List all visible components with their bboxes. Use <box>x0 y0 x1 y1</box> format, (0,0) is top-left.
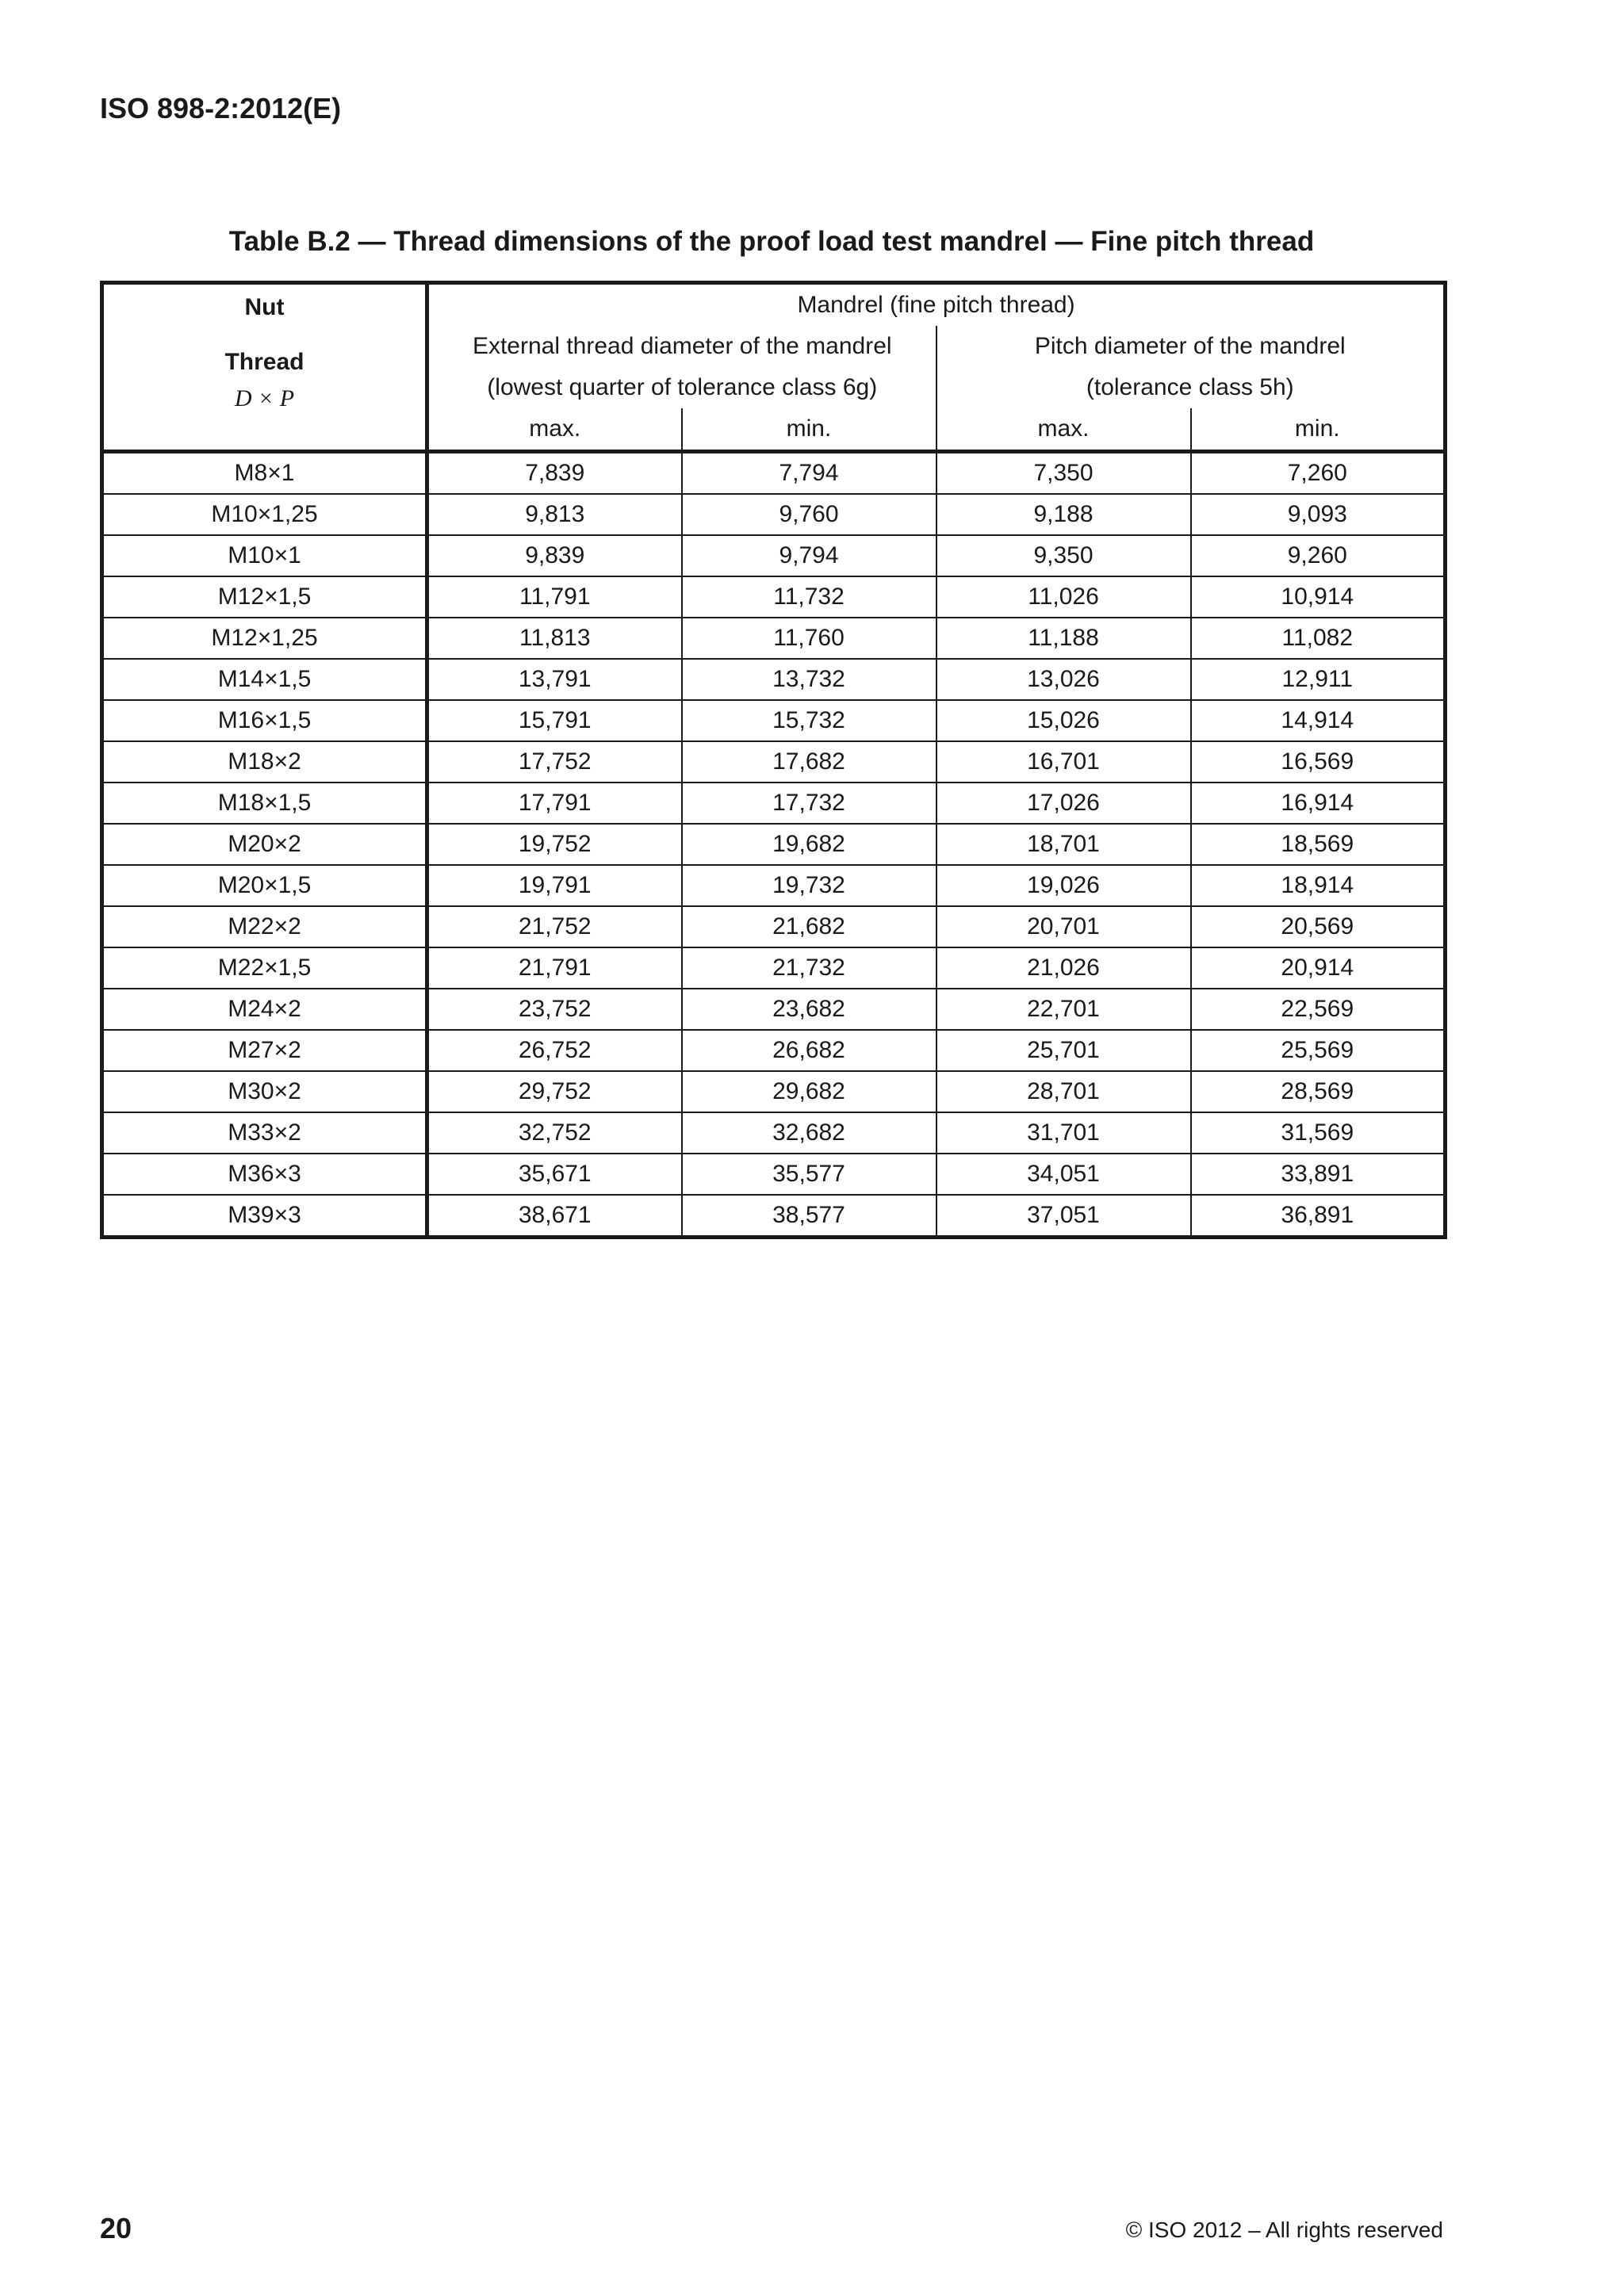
external-min-value: 35,577 <box>682 1154 936 1195</box>
external-max-value: 32,752 <box>427 1112 682 1154</box>
external-min-value: 26,682 <box>682 1030 936 1071</box>
table-row <box>102 865 1446 906</box>
table-row <box>102 659 1446 700</box>
external-min-value: 9,794 <box>682 535 936 576</box>
external-min-value: 19,682 <box>682 824 936 865</box>
external-max-value: 9,813 <box>427 494 682 535</box>
external-thread-header: External thread diameter of the mandrel <box>427 326 936 367</box>
external-min-value: 32,682 <box>682 1112 936 1154</box>
external-min-value: 29,682 <box>682 1071 936 1112</box>
table-row <box>102 494 1446 535</box>
external-max-value: 11,791 <box>427 576 682 618</box>
external-min-value: 9,760 <box>682 494 936 535</box>
nut-header-cell <box>102 283 427 452</box>
external-max-value: 21,791 <box>427 947 682 989</box>
pitch-max-value: 11,026 <box>936 576 1191 618</box>
table-row <box>102 947 1446 989</box>
table-row <box>102 824 1446 865</box>
external-min-value: 23,682 <box>682 989 936 1030</box>
pitch-max-value: 18,701 <box>936 824 1191 865</box>
table-row <box>102 535 1446 576</box>
external-min-value: 19,732 <box>682 865 936 906</box>
table-row <box>102 700 1446 741</box>
pitch-tolerance-note: (tolerance class 5h) <box>936 367 1446 408</box>
thread-designation: M14×1,5 <box>102 659 427 700</box>
pitch-max-value: 20,701 <box>936 906 1191 947</box>
external-min-value: 7,794 <box>682 452 936 495</box>
pitch-min-value: 20,569 <box>1191 906 1446 947</box>
external-max-value: 23,752 <box>427 989 682 1030</box>
pitch-max-value: 13,026 <box>936 659 1191 700</box>
thread-designation: M16×1,5 <box>102 700 427 741</box>
external-max-value: 15,791 <box>427 700 682 741</box>
pitch-diameter-header: Pitch diameter of the mandrel <box>936 326 1446 367</box>
external-min-value: 21,732 <box>682 947 936 989</box>
thread-designation: M22×1,5 <box>102 947 427 989</box>
pitch-min-header: min. <box>1191 408 1446 452</box>
pitch-max-value: 7,350 <box>936 452 1191 495</box>
external-tolerance-note: (lowest quarter of tolerance class 6g) <box>427 367 936 408</box>
pitch-min-value: 33,891 <box>1191 1154 1446 1195</box>
thread-designation: M18×1,5 <box>102 783 427 824</box>
table-body <box>102 452 1446 1238</box>
table-title: Table B.2 — Thread dimensions of the proof load test mandrel — Fine pitch thread <box>228 226 1315 257</box>
pitch-max-value: 37,051 <box>936 1195 1191 1238</box>
pitch-max-value: 16,701 <box>936 741 1191 783</box>
thread-designation: M22×2 <box>102 906 427 947</box>
pitch-min-value: 25,569 <box>1191 1030 1446 1071</box>
pitch-max-header: max. <box>936 408 1191 452</box>
mandrel-header: Mandrel (fine pitch thread) <box>427 283 1446 327</box>
pitch-min-value: 20,914 <box>1191 947 1446 989</box>
table-row <box>102 618 1446 659</box>
external-min-value: 17,732 <box>682 783 936 824</box>
external-max-value: 26,752 <box>427 1030 682 1071</box>
table-row <box>102 741 1446 783</box>
copyright-notice: © ISO 2012 – All rights reserved <box>1125 2218 1443 2242</box>
external-min-value: 13,732 <box>682 659 936 700</box>
pitch-min-value: 9,260 <box>1191 535 1446 576</box>
table-row <box>102 1112 1446 1154</box>
pitch-max-value: 22,701 <box>936 989 1191 1030</box>
external-max-value: 19,752 <box>427 824 682 865</box>
nut-header: Nut <box>244 294 285 320</box>
table-row <box>102 906 1446 947</box>
thread-header: Thread <box>224 348 304 375</box>
table-row <box>102 1154 1446 1195</box>
thread-designation: M39×3 <box>102 1195 427 1238</box>
external-min-value: 38,577 <box>682 1195 936 1238</box>
external-max-value: 17,752 <box>427 741 682 783</box>
external-min-header: min. <box>682 408 936 452</box>
thread-designation: M27×2 <box>102 1030 427 1071</box>
thread-designation: M8×1 <box>102 452 427 495</box>
pitch-max-value: 15,026 <box>936 700 1191 741</box>
external-max-value: 9,839 <box>427 535 682 576</box>
thread-designation: M10×1,25 <box>102 494 427 535</box>
external-min-value: 15,732 <box>682 700 936 741</box>
page-number: 20 <box>100 2212 132 2244</box>
table-row <box>102 576 1446 618</box>
pitch-min-value: 9,093 <box>1191 494 1446 535</box>
table-row <box>102 1030 1446 1071</box>
document-id: ISO 898-2:2012(E) <box>100 92 342 124</box>
table-row <box>102 989 1446 1030</box>
table-row <box>102 783 1446 824</box>
table-row <box>102 1195 1446 1238</box>
table-row <box>102 452 1446 495</box>
pitch-min-value: 7,260 <box>1191 452 1446 495</box>
pitch-min-value: 28,569 <box>1191 1071 1446 1112</box>
pitch-min-value: 36,891 <box>1191 1195 1446 1238</box>
external-max-value: 29,752 <box>427 1071 682 1112</box>
thread-designation: M20×1,5 <box>102 865 427 906</box>
external-max-value: 13,791 <box>427 659 682 700</box>
external-max-value: 38,671 <box>427 1195 682 1238</box>
external-max-header: max. <box>427 408 682 452</box>
external-max-value: 17,791 <box>427 783 682 824</box>
thread-designation: M30×2 <box>102 1071 427 1112</box>
pitch-min-value: 14,914 <box>1191 700 1446 741</box>
thread-dimensions-table <box>100 281 1447 1239</box>
pitch-min-value: 10,914 <box>1191 576 1446 618</box>
pitch-min-value: 18,914 <box>1191 865 1446 906</box>
pitch-max-value: 21,026 <box>936 947 1191 989</box>
pitch-max-value: 25,701 <box>936 1030 1191 1071</box>
thread-designation: M10×1 <box>102 535 427 576</box>
pitch-min-value: 16,914 <box>1191 783 1446 824</box>
pitch-max-value: 9,350 <box>936 535 1191 576</box>
thread-designation: M24×2 <box>102 989 427 1030</box>
external-max-value: 19,791 <box>427 865 682 906</box>
pitch-max-value: 28,701 <box>936 1071 1191 1112</box>
pitch-max-value: 34,051 <box>936 1154 1191 1195</box>
pitch-min-value: 31,569 <box>1191 1112 1446 1154</box>
external-max-value: 21,752 <box>427 906 682 947</box>
thread-designation: M36×3 <box>102 1154 427 1195</box>
pitch-max-value: 11,188 <box>936 618 1191 659</box>
external-min-value: 17,682 <box>682 741 936 783</box>
d-times-p-label: D × P <box>234 385 295 411</box>
pitch-min-value: 18,569 <box>1191 824 1446 865</box>
external-max-value: 35,671 <box>427 1154 682 1195</box>
pitch-min-value: 22,569 <box>1191 989 1446 1030</box>
pitch-min-value: 16,569 <box>1191 741 1446 783</box>
thread-designation: M18×2 <box>102 741 427 783</box>
pitch-max-value: 9,188 <box>936 494 1191 535</box>
thread-designation: M12×1,5 <box>102 576 427 618</box>
external-max-value: 11,813 <box>427 618 682 659</box>
thread-designation: M33×2 <box>102 1112 427 1154</box>
thread-designation: M20×2 <box>102 824 427 865</box>
pitch-max-value: 31,701 <box>936 1112 1191 1154</box>
external-min-value: 11,732 <box>682 576 936 618</box>
external-max-value: 7,839 <box>427 452 682 495</box>
pitch-max-value: 17,026 <box>936 783 1191 824</box>
external-min-value: 21,682 <box>682 906 936 947</box>
pitch-min-value: 12,911 <box>1191 659 1446 700</box>
thread-designation: M12×1,25 <box>102 618 427 659</box>
pitch-min-value: 11,082 <box>1191 618 1446 659</box>
pitch-max-value: 19,026 <box>936 865 1191 906</box>
table-row <box>102 1071 1446 1112</box>
external-min-value: 11,760 <box>682 618 936 659</box>
